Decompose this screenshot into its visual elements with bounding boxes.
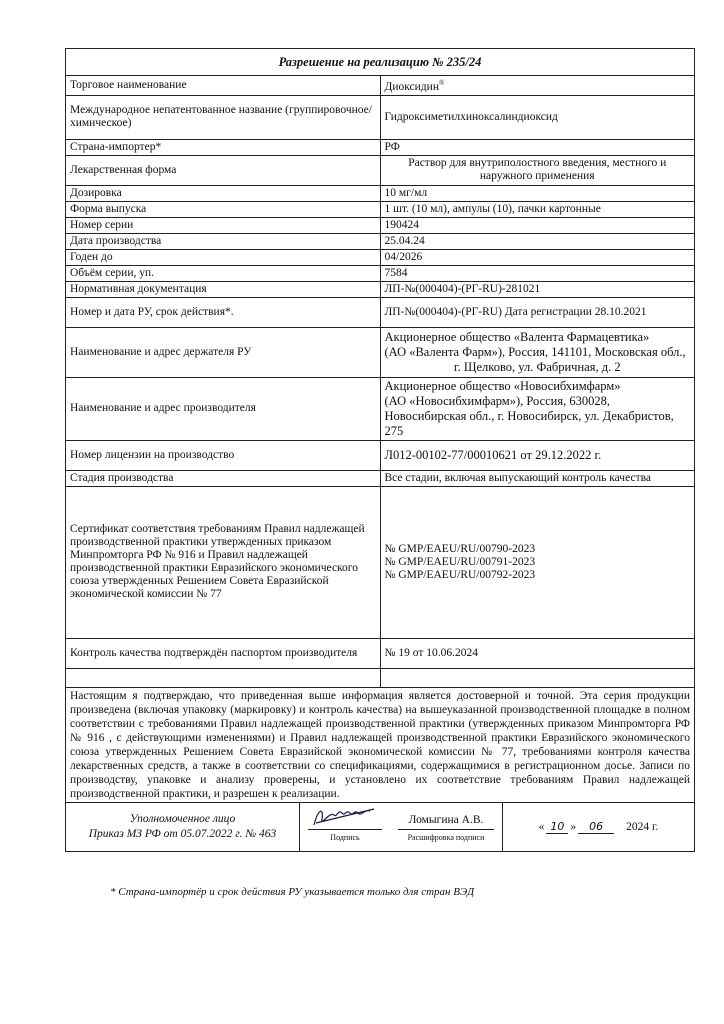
row-label: Номер серии (66, 217, 381, 233)
table-row (66, 76, 695, 96)
declaration-text: Настоящим я подтверждаю, что приведенная выше информация является достоверной и точной. Эта серия продукции произведена (включая упаковку (маркировку) и контроль качества) на вышеуказанной производственной площадке в полном соответствии с требованиями Правил надлежащей производственной практики (утвержденных приказом Минпромторга РФ № 916 , с действующими изменениями) и Правил надлежащей производственной практики Евразийского экономического союза утвержденных Решением Совета Евразийской экономической комиссии № 77, требованиями контроля качества лекарственных средств, а также в соответствии со спецификациями, содержащимися в регистрационном досье. Записи по производству, упаковке и анализу проверены, и установлено их соответствие требованиям Правил надлежащей производственной практики, и разрешен к реализации. (66, 687, 695, 802)
holder-line: Акционерное общество «Валента Фармацевтика» (384, 329, 650, 344)
row-label: Международное непатентованное название (группировочное/химическое) (66, 95, 381, 139)
row-label: Форма выпуска (66, 201, 381, 217)
registered-mark: ® (438, 79, 445, 87)
license-row (66, 440, 695, 470)
row-label: Годен до (66, 249, 381, 265)
footnote: * Страна-импортёр и срок действия РУ указывается только для стран ВЭД (110, 886, 475, 898)
row-value: 7584 (380, 265, 695, 281)
row-value: Гидроксиметилхиноксалиндиоксид (380, 95, 695, 139)
holder-value (380, 327, 695, 377)
qc-value: № 19 от 10.06.2024 (380, 638, 695, 668)
holder-line: (АО «Валента Фарм»), Россия, 141101, Московская обл., (384, 344, 686, 359)
qc-row (66, 638, 695, 668)
stage-label: Стадия производства (66, 470, 381, 486)
row-value: Диоксидин® (380, 76, 695, 96)
license-value: Л012-00102-77/00010621 от 29.12.2022 г. (380, 440, 695, 470)
quote-close: » (570, 820, 577, 833)
certificate-value (380, 486, 695, 638)
signature-row (65, 803, 695, 852)
signature-scribble-icon (310, 803, 380, 831)
signer-name: Ломыгина А.В. (408, 813, 484, 826)
signature-date (502, 803, 694, 851)
holder-line: г. Щелково, ул. Фабричная, д. 2 (453, 359, 621, 374)
certificate-number: № GMP/EAEU/RU/00791-2023 (384, 555, 536, 568)
table-row (66, 201, 695, 217)
date-day: 10 (546, 820, 568, 834)
date-month: 06 (578, 820, 614, 834)
date-year: 2024 г. (626, 820, 659, 833)
row-value: Раствор для внутриполостного введения, местного и наружного применения (380, 155, 695, 185)
row-value: 04/2026 (380, 249, 695, 265)
license-label: Номер лицензии на производство (66, 440, 381, 470)
table-row (66, 185, 695, 201)
authorized-title: Уполномоченное лицо (129, 812, 236, 825)
document-title: Разрешение на реализацию № 235/24 (66, 49, 695, 76)
manufacturer-row (66, 377, 695, 440)
table-row (66, 217, 695, 233)
table-row (66, 95, 695, 139)
release-permit (65, 48, 695, 852)
manufacturer-line: Акционерное общество «Новосибхимфарм» (384, 378, 621, 393)
info-table (65, 48, 695, 803)
row-value: ЛП-№(000404)-(РГ-RU)-281021 (380, 281, 695, 297)
row-label: Страна-импортер* (66, 139, 381, 155)
row-label: Нормативная документация (66, 281, 381, 297)
certificate-number: № GMP/EAEU/RU/00790-2023 (384, 542, 536, 555)
manufacturer-label: Наименование и адрес производителя (66, 377, 381, 440)
row-value: ЛП-№(000404)-(РГ-RU) Дата регистрации 28.10.2021 (380, 297, 695, 327)
stage-value: Все стадии, включая выпускающий контроль качества (380, 470, 695, 486)
manufacturer-line: Новосибирская обл., г. Новосибирск, ул. Декабристов, 275 (384, 408, 674, 438)
authorized-person (66, 803, 300, 851)
holder-label: Наименование и адрес держателя РУ (66, 327, 381, 377)
signature-caption: Подпись (330, 832, 360, 842)
certificate-number: № GMP/EAEU/RU/00792-2023 (384, 568, 536, 581)
row-value: 25.04.24 (380, 233, 695, 249)
declaration-row (66, 687, 695, 802)
table-row (66, 297, 695, 327)
table-row (66, 233, 695, 249)
row-label: Номер и дата РУ, срок действия*. (66, 297, 381, 327)
row-value: РФ (380, 139, 695, 155)
row-label: Объём серии, уп. (66, 265, 381, 281)
authorized-order: Приказ МЗ РФ от 05.07.2022 г. № 463 (88, 827, 277, 840)
row-label: Дата производства (66, 233, 381, 249)
certificate-label: Сертификат соответствия требованиям Правил надлежащей производственной практики утвержденных приказом Минпромторга РФ № 916 и Правил надлежащей производственной практики Евразийского экономического союза утвержденных Решением Совета Евразийской экономической комиссии № 77 (66, 486, 381, 638)
row-value: 1 шт. (10 мл), ампулы (10), пачки картонные (380, 201, 695, 217)
row-value: 10 мг/мл (380, 185, 695, 201)
qc-label: Контроль качества подтверждён паспортом производителя (66, 638, 381, 668)
signature-block (300, 803, 390, 851)
manufacturer-value (380, 377, 695, 440)
stage-row (66, 470, 695, 486)
holder-row (66, 327, 695, 377)
name-block (390, 803, 502, 851)
name-caption: Расшифровка подписи (407, 832, 485, 842)
row-label: Лекарственная форма (66, 155, 381, 185)
row-value: 190424 (380, 217, 695, 233)
table-row (66, 139, 695, 155)
table-row (66, 265, 695, 281)
table-row (66, 249, 695, 265)
empty-row (66, 668, 695, 687)
quote-open: « (538, 820, 545, 833)
row-label: Дозировка (66, 185, 381, 201)
row-label: Торговое наименование (66, 76, 381, 96)
table-row (66, 281, 695, 297)
manufacturer-line: (АО «Новосибхимфарм»), Россия, 630028, (384, 393, 610, 408)
table-row (66, 155, 695, 185)
certificate-row (66, 486, 695, 638)
